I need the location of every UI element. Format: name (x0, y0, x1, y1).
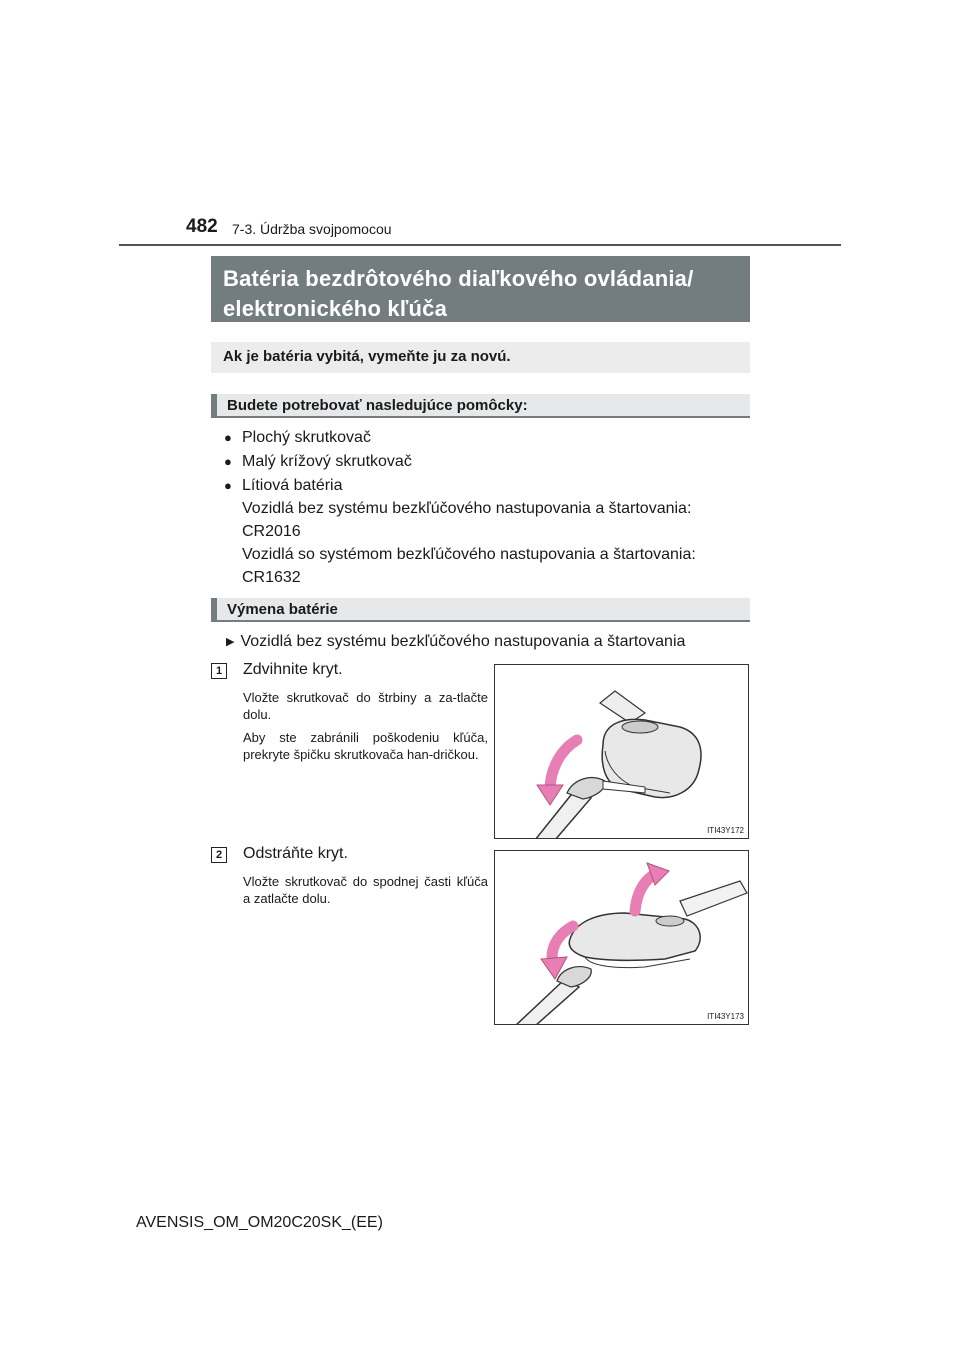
tools-heading: Budete potrebovať nasledujúce pomôcky: (211, 394, 750, 418)
replacement-heading: Výmena batérie (211, 598, 750, 622)
list-item (224, 474, 744, 589)
battery-spec-line: Vozidlá so systémom bezkľúčového nastupovania a štartovania: (242, 546, 696, 563)
page-number: 482 (186, 216, 218, 237)
figure-code: ITI43Y173 (707, 1012, 744, 1021)
triangle-icon: ▶ (226, 636, 235, 648)
section-title: Batéria bezdrôtového diaľkového ovládania/ elektronického kľúča (211, 256, 750, 322)
variant-text: Vozidlá bez systému bezkľúčového nastupovania a štartovania (240, 633, 686, 650)
figure-code: ITI43Y172 (707, 826, 744, 835)
variant-label (226, 633, 685, 651)
intro-text: Ak je batéria vybitá, vymeňte ju za novú. (211, 342, 750, 373)
step-number-badge: 1 (211, 663, 227, 679)
document-code-footer: AVENSIS_OM_OM20C20SK_(EE) (136, 1214, 383, 1231)
battery-spec-line: CR2016 (242, 523, 301, 540)
header-divider (119, 244, 841, 246)
bullet-icon: ● (224, 454, 232, 469)
step-title: Odstráňte kryt. (243, 845, 348, 862)
list-item (224, 426, 744, 449)
step-desc-paragraph: Vložte skrutkovač do spodnej časti kľúča a zatlačte dolu. (243, 874, 488, 906)
tool-name: Lítiová batéria (242, 477, 343, 494)
battery-spec-line: Vozidlá bez systému bezkľúčového nastupovania a štartovania: (242, 500, 692, 517)
step-desc-paragraph: Aby ste zabránili poškodeniu kľúča, prekryte špičku skrutkovača han-dričkou. (243, 730, 488, 762)
key-illustration (495, 851, 749, 1025)
tool-name: Plochý skrutkovač (242, 429, 371, 446)
step-title: Zdvihnite kryt. (243, 661, 343, 678)
bullet-icon: ● (224, 430, 232, 445)
tool-name: Malý krížový skrutkovač (242, 453, 412, 470)
section-reference: 7-3. Údržba svojpomocou (232, 221, 392, 237)
tools-list (224, 426, 744, 590)
list-item (224, 450, 744, 473)
figure-key-cover-lift (494, 664, 749, 839)
step-number-badge: 2 (211, 847, 227, 863)
figure-key-cover-remove (494, 850, 749, 1025)
step-description (243, 873, 488, 913)
battery-spec-line: CR1632 (242, 569, 301, 586)
step-description (243, 689, 488, 769)
bullet-icon: ● (224, 478, 232, 493)
key-illustration (495, 665, 749, 839)
step-desc-paragraph: Vložte skrutkovač do štrbiny a za-tlačte dolu. (243, 690, 488, 722)
